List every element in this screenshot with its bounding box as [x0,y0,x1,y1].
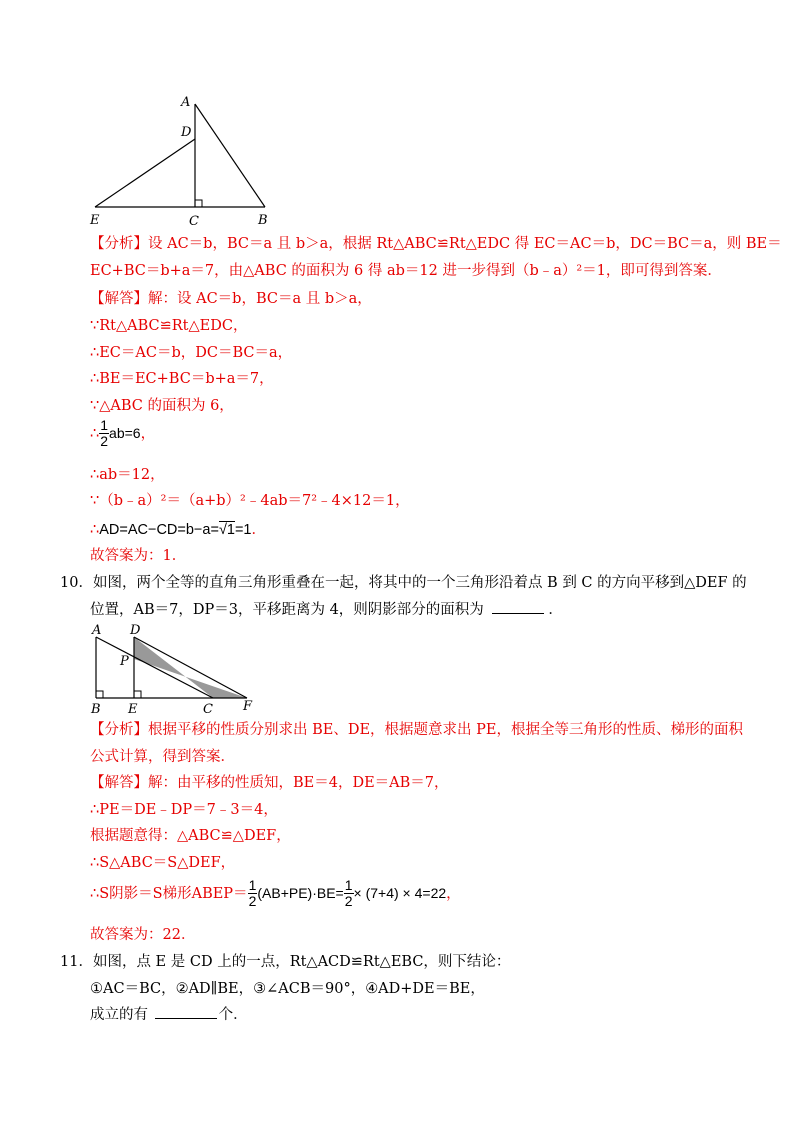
q9-step6: ∴ab＝12， [90,467,165,483]
label-C: C [203,702,213,717]
q9-figure [85,92,285,228]
q9-step5-rest: ab=6 [109,425,141,441]
q10-step4-fraction2 [344,878,354,909]
q10-step4-fraction1 [248,878,258,909]
label-D: D [130,623,141,638]
q10-step4-mid: (AB+PE)·BE= [257,885,344,901]
q11-stem-text: 成立的有 [90,1007,148,1023]
q9-step8-tail: =1 [234,522,252,538]
q9-answer-head: 【解答】解：设 AC＝b，BC＝a 且 b＞a， [90,291,372,307]
q11-stem-line1: 11．如图，点 E 是 CD 上的一点，Rt△ACD≌Rt△EBC，则下结论： [60,954,511,970]
q10-step3: ∴S△ABC＝S△DEF， [90,855,236,871]
q9-step5-numerator: 1 [100,417,109,433]
q10-analysis-line2: 公式计算，得到答案． [90,749,235,765]
q10-step4-suffix: ， [446,886,461,902]
q10-step4 [90,878,461,909]
q9-step5-prefix: ∴ [90,426,100,442]
q9-step5-suffix: ， [140,426,156,442]
q11-answer-blank [155,1018,217,1019]
q10-step2: 根据题意得：△ABC≌△DEF， [90,828,291,844]
q10-final: 故答案为：22． [90,927,196,943]
label-A: A [181,95,191,110]
q9-analysis-line1: 【分析】设 AC＝b，BC＝a 且 b＞a，根据 Rt△ABC≌Rt△EDC 得 EC＝AC＝b，DC＝BC＝a，则 BE＝ [90,236,782,252]
q10-stem-end: ． [548,602,563,618]
q10-step4-numerator2: 1 [344,877,353,893]
q9-step8 [90,518,266,539]
q10-analysis-line1: 【分析】根据平移的性质分别求出 BE、DE，根据题意求出 PE，根据全等三角形的性质、梯形的面积 [90,722,744,738]
q10-stem-line2 [90,600,563,620]
label-P: P [120,654,129,669]
q10-answer-head: 【解答】解：由平移的性质知，BE＝4，DE＝AB＝7， [90,775,449,791]
q10-step4-denominator2: 2 [344,893,353,909]
label-C: C [189,214,199,229]
q9-step8-body: AD=AC−CD=b−a= [99,522,219,538]
q9-step4: ∵△ABC 的面积为 6， [90,398,234,414]
label-A: A [92,623,102,638]
q9-final: 故答案为：1． [90,548,187,564]
q10-stem-text: 位置，AB＝7，DP＝3，平移距离为 4，则阴影部分的面积为 [90,602,484,618]
label-E: E [128,702,138,717]
q10-step4-tail: × (7+4) × 4=22 [353,885,447,901]
q9-step1: ∵Rt△ABC≌Rt△EDC， [90,318,248,334]
q9-step8-suffix: ． [251,522,267,538]
q11-stem-line2: ①AC＝BC，②AD∥BE，③∠ACB＝90°，④AD+DE＝BE， [90,981,485,997]
q9-step5 [90,418,155,449]
q9-step3: ∴BE＝EC+BC＝b+a＝7， [90,371,274,387]
label-E: E [90,213,100,228]
q9-step8-sqrt: √1 [218,522,235,538]
label-B: B [258,213,268,228]
q9-step2: ∴EC＝AC＝b，DC＝BC＝a， [90,345,293,361]
q9-step8-prefix: ∴ [90,522,100,538]
q10-figure [85,620,265,720]
q9-step5-denominator: 2 [100,433,109,449]
q10-step4-prefix: ∴S阴影＝S梯形ABEP＝ [90,886,248,902]
q9-analysis-line2: EC+BC＝b+a＝7，由△ABC 的面积为 6 得 ab＝12 进一步得到（b﹣a）²＝1，即可得到答案． [90,263,722,279]
q11-stem-end: 个． [218,1007,248,1023]
label-D: D [181,125,192,140]
q11-stem-line3 [90,1005,248,1025]
q10-answer-blank [492,613,544,614]
q10-step1: ∴PE＝DE﹣DP＝7﹣3＝4， [90,802,278,818]
q9-step5-fraction [99,418,109,449]
q9-step7: ∵（b﹣a）²＝（a+b）²﹣4ab＝7²﹣4×12＝1， [90,493,410,509]
label-F: F [243,699,253,714]
q10-step4-denominator1: 2 [248,893,257,909]
q10-stem-line1: 10．如图，两个全等的直角三角形重叠在一起，将其中的一个三角形沿着点 B 到 C 的方向平移到△DEF 的 [60,575,747,591]
q10-step4-numerator1: 1 [248,877,257,893]
label-B: B [91,702,101,717]
